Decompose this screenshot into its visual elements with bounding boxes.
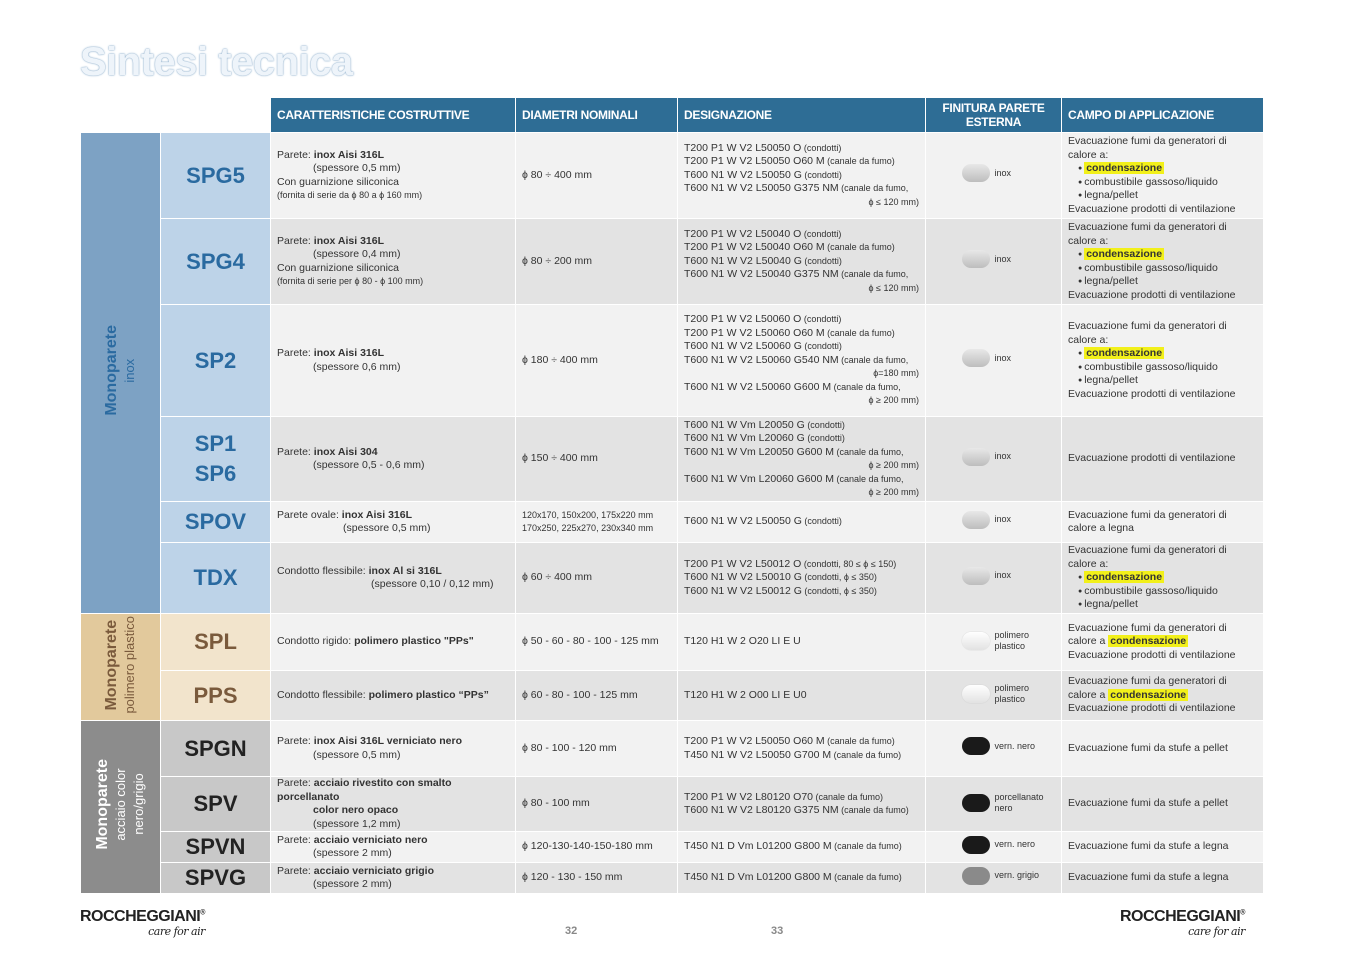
table-row-sp2	[81, 305, 1264, 417]
diameter-cell: ϕ 80 ÷ 400 mm	[516, 133, 678, 219]
finish-cell: inox	[926, 305, 1062, 417]
application-cell: Evacuazione fumi da stufe a pellet	[1062, 777, 1264, 832]
group-label-inox: Monoparete inox	[81, 133, 161, 614]
construction-cell: Condotto rigido: polimero plastico "PPs"	[271, 614, 516, 671]
inox-swatch-icon	[962, 448, 990, 466]
page-title: Sintesi tecnica	[80, 40, 353, 84]
brand-logo-left: ROCCHEGGIANI® care for air	[80, 908, 205, 938]
diameter-cell: ϕ 120-130-140-150-180 mm	[516, 832, 678, 863]
finish-cell: inox	[926, 219, 1062, 305]
page-number-right: 33	[771, 925, 784, 937]
diameter-cell: ϕ 180 ÷ 400 mm	[516, 305, 678, 417]
construction-cell: Parete: acciaio rivestito con smalto porcellanato color nero opaco (spessore 1,2 mm)	[271, 777, 516, 832]
header-blank	[81, 98, 271, 133]
inox-swatch-icon	[962, 250, 990, 268]
finish-cell: vern. grigio	[926, 863, 1062, 894]
finish-cell: polimero plastico	[926, 614, 1062, 671]
product-code: SPG5	[161, 133, 271, 219]
header-finitura: FINITURA PARETE ESTERNA	[926, 98, 1062, 133]
table-row-spl	[81, 614, 1264, 671]
construction-cell: Parete: acciaio verniciato nero (spessore 2 mm)	[271, 832, 516, 863]
construction-cell: Parete ovale: inox Aisi 316L (spessore 0,5 mm)	[271, 502, 516, 543]
table-row-spvn	[81, 832, 1264, 863]
application-cell: Evacuazione prodotti di ventilazione	[1062, 417, 1264, 502]
designation-cell: T200 P1 W V2 L80120 O70 (canale da fumo) T600 N1 W V2 L80120 G375 NM (canale da fumo)	[678, 777, 926, 832]
table-row-spov	[81, 502, 1264, 543]
application-cell: Evacuazione fumi da generatori di calore a: ● condensazione ● combustibile gassoso/liquido ● legna/pellet Evacuazione prodotti di ventilazione	[1062, 133, 1264, 219]
designation-cell: T200 P1 W V2 L50060 O (condotti) T200 P1 W V2 L50060 O60 M (canale da fumo) T600 N1 W V2 L50060 G (condotti) T600 N1 W V2 L50060 G540 NM (canale da fumo, ϕ=180 mm) T600 N1 W V2 L50060 G600 M (canale da fumo, ϕ ≥ 200 mm)	[678, 305, 926, 417]
group-label-acciaio: Monoparete acciaio color nero/grigio	[81, 721, 161, 894]
diameter-cell: ϕ 120 - 130 - 150 mm	[516, 863, 678, 894]
diameter-cell: ϕ 80 - 100 mm	[516, 777, 678, 832]
table-row-spv	[81, 777, 1264, 832]
finish-cell: inox	[926, 417, 1062, 502]
inox-swatch-icon	[962, 349, 990, 367]
group-label-plastico: Monoparete polimero plastico	[81, 614, 161, 721]
diameter-cell: ϕ 50 - 60 - 80 - 100 - 125 mm	[516, 614, 678, 671]
inox-swatch-icon	[962, 511, 990, 529]
brand-logo-right: ROCCHEGGIANI® care for air	[1120, 908, 1245, 938]
product-code: SPVG	[161, 863, 271, 894]
designation-cell: T450 N1 D Vm L01200 G800 M (canale da fumo)	[678, 832, 926, 863]
header-costruttive: CARATTERISTICHE COSTRUTTIVE	[271, 98, 516, 133]
product-code: SPGN	[161, 721, 271, 777]
product-code: SP1 SP6	[161, 417, 271, 502]
header-campo: CAMPO DI APPLICAZIONE	[1062, 98, 1264, 133]
product-code: PPS	[161, 671, 271, 721]
construction-cell: Condotto flessibile: inox Al si 316L (spessore 0,10 / 0,12 mm)	[271, 543, 516, 614]
designation-cell: T200 P1 W V2 L50050 O (condotti) T200 P1 W V2 L50050 O60 M (canale da fumo) T600 N1 W V2 L50050 G (condotti) T600 N1 W V2 L50050 G375 NM (canale da fumo, ϕ ≤ 120 mm)	[678, 133, 926, 219]
designation-cell: T200 P1 W V2 L50050 O60 M (canale da fumo) T450 N1 W V2 L50050 G700 M (canale da fumo)	[678, 721, 926, 777]
designation-cell: T450 N1 D Vm L01200 G800 M (canale da fumo)	[678, 863, 926, 894]
inox-swatch-icon	[962, 164, 990, 182]
finish-cell: porcellanato nero	[926, 777, 1062, 832]
tech-summary-table	[80, 97, 1264, 894]
designation-cell: T600 N1 W Vm L20050 G (condotti) T600 N1 W Vm L20060 G (condotti) T600 N1 W Vm L20050 G600 M (canale da fumo, ϕ ≥ 200 mm) T600 N1 W Vm L20060 G600 M (canale da fumo, ϕ ≥ 200 mm)	[678, 417, 926, 502]
construction-cell: Parete: inox Aisi 316L (spessore 0,4 mm) Con guarnizione siliconica (fornita di serie per ϕ 80 - ϕ 100 mm)	[271, 219, 516, 305]
application-cell: Evacuazione fumi da generatori di calore a: ● condensazione ● combustibile gassoso/liquido ● legna/pellet Evacuazione prodotti di ventilazione	[1062, 219, 1264, 305]
diameter-cell: ϕ 60 ÷ 400 mm	[516, 543, 678, 614]
table-row-spvg	[81, 863, 1264, 894]
finish-cell: inox	[926, 133, 1062, 219]
plastic-swatch-icon	[962, 632, 990, 650]
designation-cell: T200 P1 W V2 L50012 O (condotti, 80 ≤ ϕ ≤ 150) T600 N1 W V2 L50010 G (condotti, ϕ ≤ 350) T600 N1 W V2 L50012 G (condotti, ϕ ≤ 350)	[678, 543, 926, 614]
application-cell: Evacuazione fumi da generatori di calore a legna	[1062, 502, 1264, 543]
inox-swatch-icon	[962, 567, 990, 585]
header-designazione: DESIGNAZIONE	[678, 98, 926, 133]
construction-cell: Condotto flessibile: polimero plastico “PPs”	[271, 671, 516, 721]
construction-cell: Parete: acciaio verniciato grigio (spessore 2 mm)	[271, 863, 516, 894]
application-cell: Evacuazione fumi da generatori di calore a condensazione Evacuazione prodotti di ventilazione	[1062, 671, 1264, 721]
application-cell: Evacuazione fumi da generatori di calore a condensazione Evacuazione prodotti di ventilazione	[1062, 614, 1264, 671]
table-row-tdx	[81, 543, 1264, 614]
black-swatch-icon	[962, 737, 990, 755]
designation-cell: T200 P1 W V2 L50040 O (condotti) T200 P1 W V2 L50040 O60 M (canale da fumo) T600 N1 W V2 L50040 G (condotti) T600 N1 W V2 L50040 G375 NM (canale da fumo, ϕ ≤ 120 mm)	[678, 219, 926, 305]
application-cell: Evacuazione fumi da generatori di calore a: ● condensazione ● combustibile gassoso/liquido ● legna/pellet Evacuazione prodotti di ventilazione	[1062, 305, 1264, 417]
construction-cell: Parete: inox Aisi 316L (spessore 0,5 mm) Con guarnizione siliconica (fornita di serie da ϕ 80 a ϕ 160 mm)	[271, 133, 516, 219]
finish-cell: inox	[926, 543, 1062, 614]
product-code: SPOV	[161, 502, 271, 543]
grey-swatch-icon	[962, 867, 990, 885]
product-code: SPL	[161, 614, 271, 671]
designation-cell: T600 N1 W V2 L50050 G (condotti)	[678, 502, 926, 543]
table-row-spg5	[81, 133, 1264, 219]
designation-cell: T120 H1 W 2 O00 LI E U0	[678, 671, 926, 721]
diameter-cell: 120x170, 150x200, 175x220 mm 170x250, 225x270, 230x340 mm	[516, 502, 678, 543]
product-code: SPVN	[161, 832, 271, 863]
application-cell: Evacuazione fumi da stufe a legna	[1062, 832, 1264, 863]
page-number-left: 32	[565, 925, 578, 937]
application-cell: Evacuazione fumi da stufe a legna	[1062, 863, 1264, 894]
construction-cell: Parete: inox Aisi 304 (spessore 0,5 - 0,6 mm)	[271, 417, 516, 502]
black-swatch-icon	[962, 794, 990, 812]
product-code: TDX	[161, 543, 271, 614]
diameter-cell: ϕ 80 - 100 - 120 mm	[516, 721, 678, 777]
product-code: SPG4	[161, 219, 271, 305]
finish-cell: vern. nero	[926, 832, 1062, 863]
diameter-cell: ϕ 150 ÷ 400 mm	[516, 417, 678, 502]
finish-cell: vern. nero	[926, 721, 1062, 777]
product-code: SPV	[161, 777, 271, 832]
table-row-spg4	[81, 219, 1264, 305]
diameter-cell: ϕ 80 ÷ 200 mm	[516, 219, 678, 305]
construction-cell: Parete: inox Aisi 316L verniciato nero (spessore 0,5 mm)	[271, 721, 516, 777]
diameter-cell: ϕ 60 - 80 - 100 - 125 mm	[516, 671, 678, 721]
plastic-swatch-icon	[962, 685, 990, 703]
product-code: SP2	[161, 305, 271, 417]
table-row-sp1-sp6	[81, 417, 1264, 502]
table-row-spgn	[81, 721, 1264, 777]
application-cell: Evacuazione fumi da stufe a pellet	[1062, 721, 1264, 777]
designation-cell: T120 H1 W 2 O20 LI E U	[678, 614, 926, 671]
header-row	[81, 98, 1264, 133]
header-diametri: DIAMETRI NOMINALI	[516, 98, 678, 133]
application-cell: Evacuazione fumi da generatori di calore a: ● condensazione ● combustibile gassoso/liquido ● legna/pellet	[1062, 543, 1264, 614]
black-swatch-icon	[962, 836, 990, 854]
finish-cell: inox	[926, 502, 1062, 543]
construction-cell: Parete: inox Aisi 316L (spessore 0,6 mm)	[271, 305, 516, 417]
finish-cell: polimero plastico	[926, 671, 1062, 721]
table-row-pps	[81, 671, 1264, 721]
